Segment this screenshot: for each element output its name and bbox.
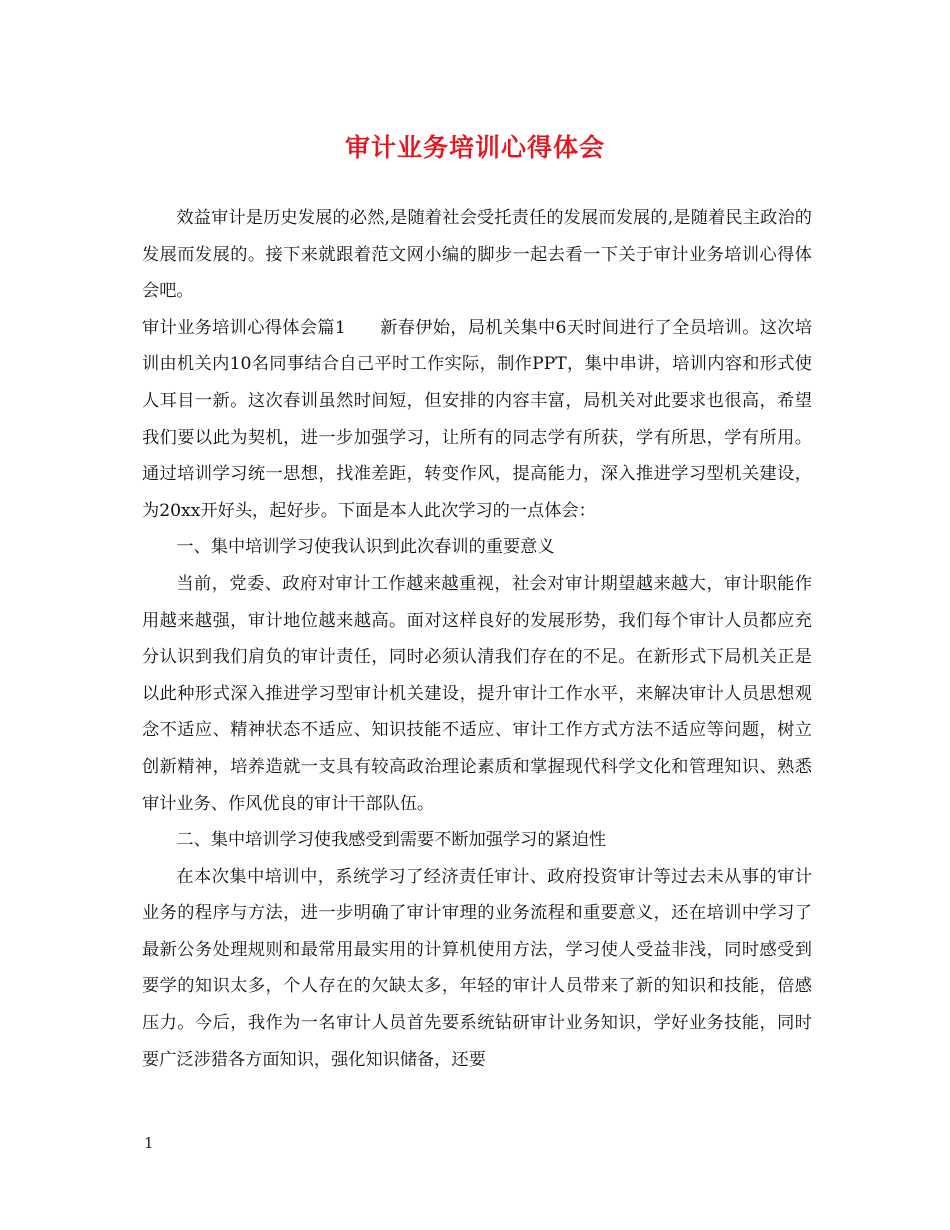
intro-paragraph: 效益审计是历史发展的必然,是随着社会受托责任的发展而发展的,是随着民主政治的发展而发展的。接下来就跟着范文网小编的脚步一起去看一下关于审计业务培训心得体会吧。 [142,208,812,302]
heading-2: 二、集中培训学习使我感受到需要不断加强学习的紧迫性 [176,830,607,851]
paragraph-1: 当前，党委、政府对审计工作越来越重视，社会对审计期望越来越大，审计职能作用越来越强，审计地位越来越高。面对这样良好的发展形势，我们每个审计人员都应充分认识到我们肩负的审计责任，同时必须认清我们存在的不足。在新形式下局机关正是以此种形式深入推进学习型审计机关建设，提升审计工作水平，来解决审计人员思想观念不适应、精神状态不适应、知识技能不适应、审计工作方式方法不适应等问题，树立创新精神，培养造就一支具有较高政治理论素质和掌握现代科学文化和管理知识、熟悉审计业务、作风优良的审计干部队伍。 [142,573,812,814]
document-title: 审计业务培训心得体会 [344,133,605,162]
document-body [142,200,812,1078]
section1-label: 审计业务培训心得体会篇1 [142,317,346,338]
section1-paragraph [142,310,812,530]
paragraph-2: 在本次集中培训中，系统学习了经济责任审计、政府投资审计等过去未从事的审计业务的程序与方法，进一步明确了审计审理的业务流程和重要意义，还在培训中学习了最新公务处理规则和最常用最实用的计算机使用方法，学习使人受益非浅，同时感受到要学的知识太多，个人存在的欠缺太多，年轻的审计人员带来了新的知识和技能，倍感压力。今后，我作为一名审计人员首先要系统钻研审计业务知识，学好业务技能，同时要广泛涉猎各方面知识，强化知识储备，还要 [142,866,812,1070]
page-number: 1 [144,1134,154,1152]
heading-1: 一、集中培训学习使我认识到此次春训的重要意义 [176,537,555,558]
section1-text: 新春伊始，局机关集中6天时间进行了全员培训。这次培训由机关内10名同事结合自己平时工作实际，制作PPT，集中串讲，培训内容和形式使人耳目一新。这次春训虽然时间短，但安排的内容丰富，局机关对此要求也很高，希望我们要以此为契机，进一步加强学习，让所有的同志学有所获，学有所思，学有所用。通过培训学习统一思想，找准差距，转变作风，提高能力，深入推进学习型机关建设，为20xx开好头，起好步。下面是本人此次学习的一点体会： [142,317,813,521]
